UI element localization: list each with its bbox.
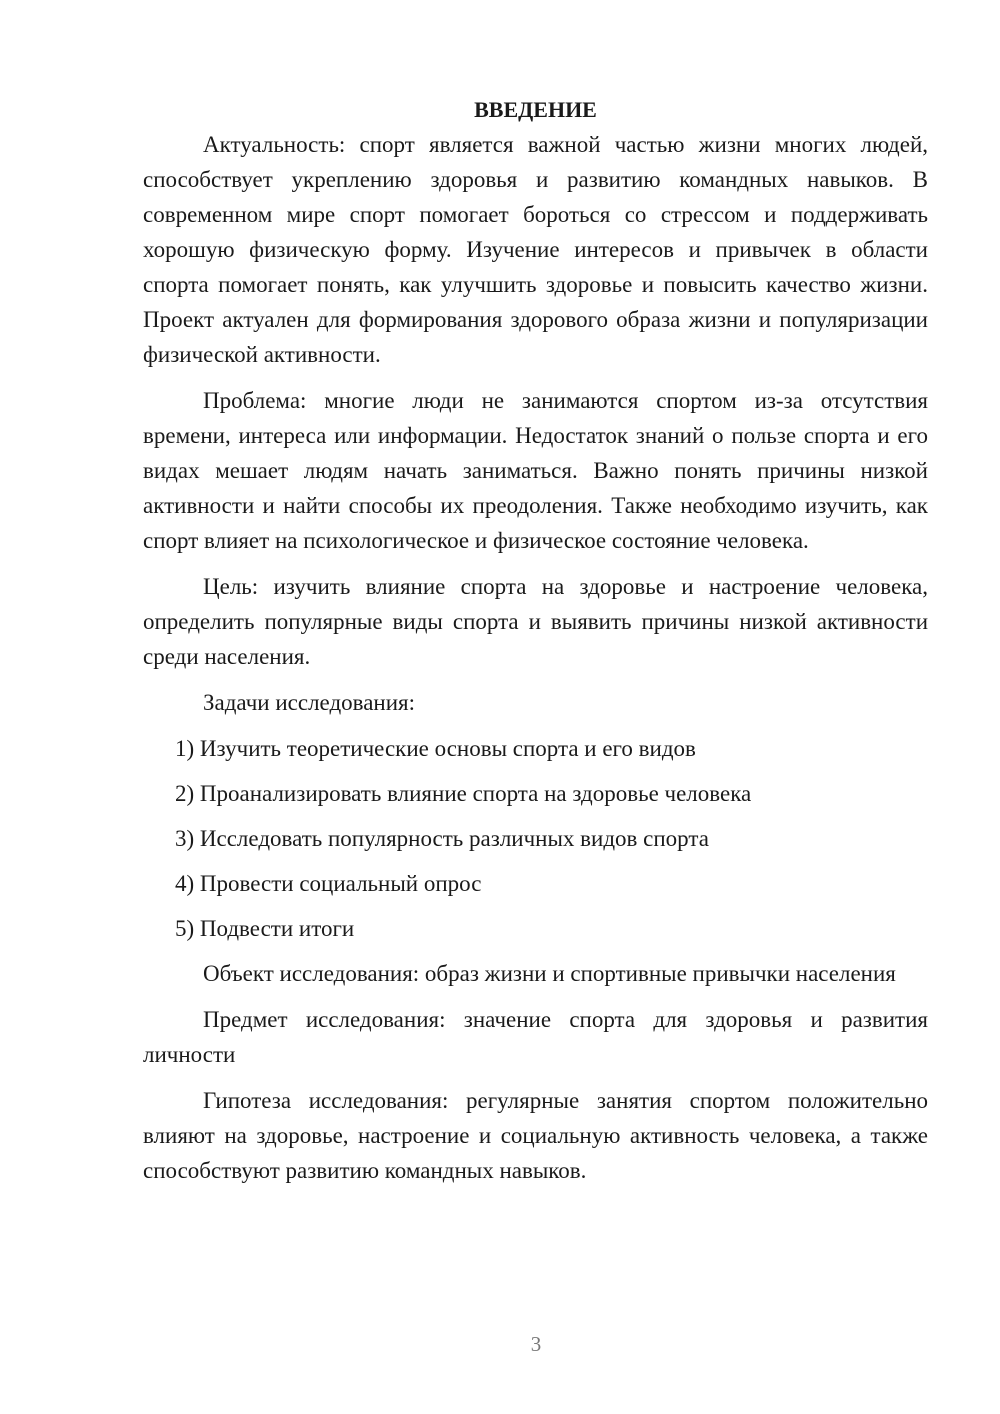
list-item: 3) Исследовать популярность различных видов спорта bbox=[175, 826, 709, 851]
page-number: 3 bbox=[530, 1332, 542, 1356]
tasks-heading: Задачи исследования: bbox=[203, 690, 416, 715]
problem-paragraph: Проблема: многие люди не занимаются спортом из-за отсутствия времени, интереса или информации. Недостаток знаний о пользе спорта и его видах мешает людям начать заниматься. Важно понять причины низкой активности и найти способы их преодоления. Также необходимо изучить, как спорт влияет на психологическое и физическое состояние человека. bbox=[143, 388, 928, 553]
subject-paragraph: Предмет исследования: значение спорта для здоровья и развития личности bbox=[143, 1007, 928, 1067]
list-item: 1) Изучить теоретические основы спорта и его видов bbox=[175, 736, 696, 761]
hypothesis-paragraph: Гипотеза исследования: регулярные занятия спортом положительно влияют на здоровье, настроение и социальную активность человека, а также способствуют развитию командных навыков. bbox=[143, 1088, 928, 1183]
relevance-paragraph: Актуальность: спорт является важной частью жизни многих людей, способствует укреплению здоровья и развитию командных навыков. В современном мире спорт помогает бороться со стрессом и поддерживать хорошую физическую форму. Изучение интересов и привычек в области спорта помогает понять, как улучшить здоровье и повысить качество жизни. Проект актуален для формирования здорового образа жизни и популяризации физической активности. bbox=[143, 132, 928, 367]
goal-paragraph: Цель: изучить влияние спорта на здоровье и настроение человека, определить популярные виды спорта и выявить причины низкой активности среди населения. bbox=[143, 574, 928, 669]
object-paragraph: Объект исследования: образ жизни и спортивные привычки населения bbox=[203, 961, 896, 986]
tasks-list bbox=[143, 731, 928, 946]
list-item: 2) Проанализировать влияние спорта на здоровье человека bbox=[175, 781, 752, 806]
list-item: 5) Подвести итоги bbox=[175, 916, 355, 941]
section-title: ВВЕДЕНИЕ bbox=[474, 97, 597, 122]
list-item: 4) Провести социальный опрос bbox=[175, 871, 482, 896]
document-page bbox=[143, 92, 928, 1199]
